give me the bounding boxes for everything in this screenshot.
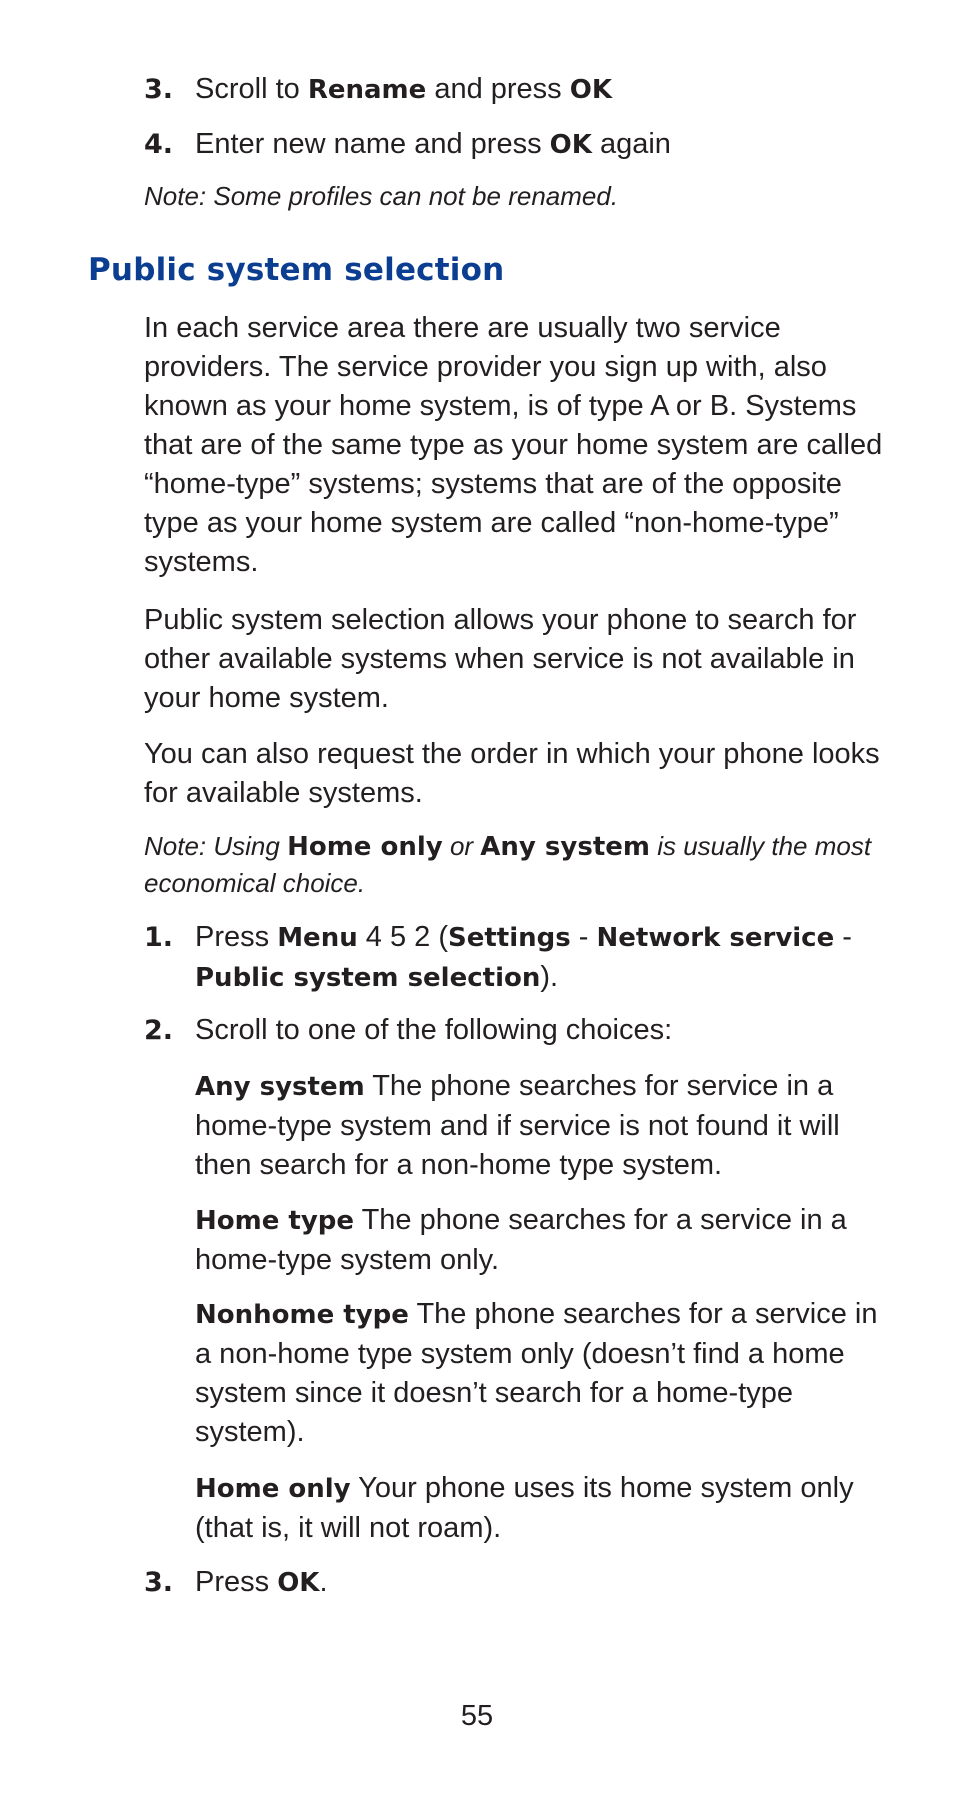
step-number: 2. [144, 1015, 174, 1046]
note-rename: Note: Some profiles can not be renamed. [144, 181, 619, 211]
step-number: 3. [144, 74, 174, 105]
choice-label: Nonhome type [195, 1300, 409, 1330]
choice-label: Home type [195, 1206, 355, 1236]
keyword: OK [569, 75, 612, 105]
step-text: Scroll to one of the following choices: [195, 1014, 673, 1046]
section-title: Public system selection [88, 252, 505, 288]
choice-description: Your phone uses its home system only (that is, it will not roam). [195, 1472, 854, 1544]
choice-label: Home only [195, 1474, 351, 1504]
note-economical-choice: Note: Using Home only or Any system is usually the most economical choice. [144, 831, 872, 898]
keyword: OK [549, 130, 592, 160]
step-text: Press OK. [195, 1566, 328, 1598]
keyword: Rename [307, 75, 427, 105]
choice-description: The phone searches for service in a home-type system and if service is not found it will then search for a non-home type system. [195, 1070, 840, 1181]
paragraph-public-selection: Public system selection allows your phone to search for other available systems when service is not available in your home system. [144, 604, 857, 714]
step-number: 1. [144, 922, 174, 953]
choice-description: The phone searches for a service in a home-type system only. [195, 1204, 847, 1276]
choice-home-type [195, 1201, 890, 1280]
choice-nonhome-type [195, 1295, 890, 1452]
keyword: Any system [480, 832, 650, 862]
step-text: Press Menu 4 5 2 (Settings - Network service - Public system selection). [195, 921, 852, 993]
keyword: Network service [596, 923, 835, 953]
paragraph-service-providers: In each service area there are usually two service providers. The service provider you sign up with, also known as your home system, is of type A or B. Systems that are of the same type as your home system are called “home-type” systems; systems that are of the opposite type as your home system are called “non-home-type” systems. [144, 312, 883, 578]
keyword: OK [277, 1568, 320, 1598]
step-number: 3. [144, 1567, 174, 1598]
choice-home-only [195, 1469, 890, 1548]
keyword: Settings [448, 923, 571, 953]
choice-description: The phone searches for a service in a non-home type system only (doesn’t find a home system since it doesn’t search for a home-type system). [195, 1298, 878, 1448]
paragraph-request-order: You can also request the order in which your phone looks for available systems. [144, 738, 880, 809]
choice-any-system [195, 1067, 890, 1185]
step-text: Enter new name and press OK again [195, 128, 671, 160]
keyword: Public system selection [195, 963, 541, 993]
page-number: 55 [460, 1700, 494, 1732]
keyword: Menu [277, 923, 358, 953]
step-text: Scroll to Rename and press OK [195, 73, 612, 105]
step-number: 4. [144, 129, 174, 160]
keyword: Home only [287, 832, 443, 862]
choice-label: Any system [195, 1072, 365, 1102]
